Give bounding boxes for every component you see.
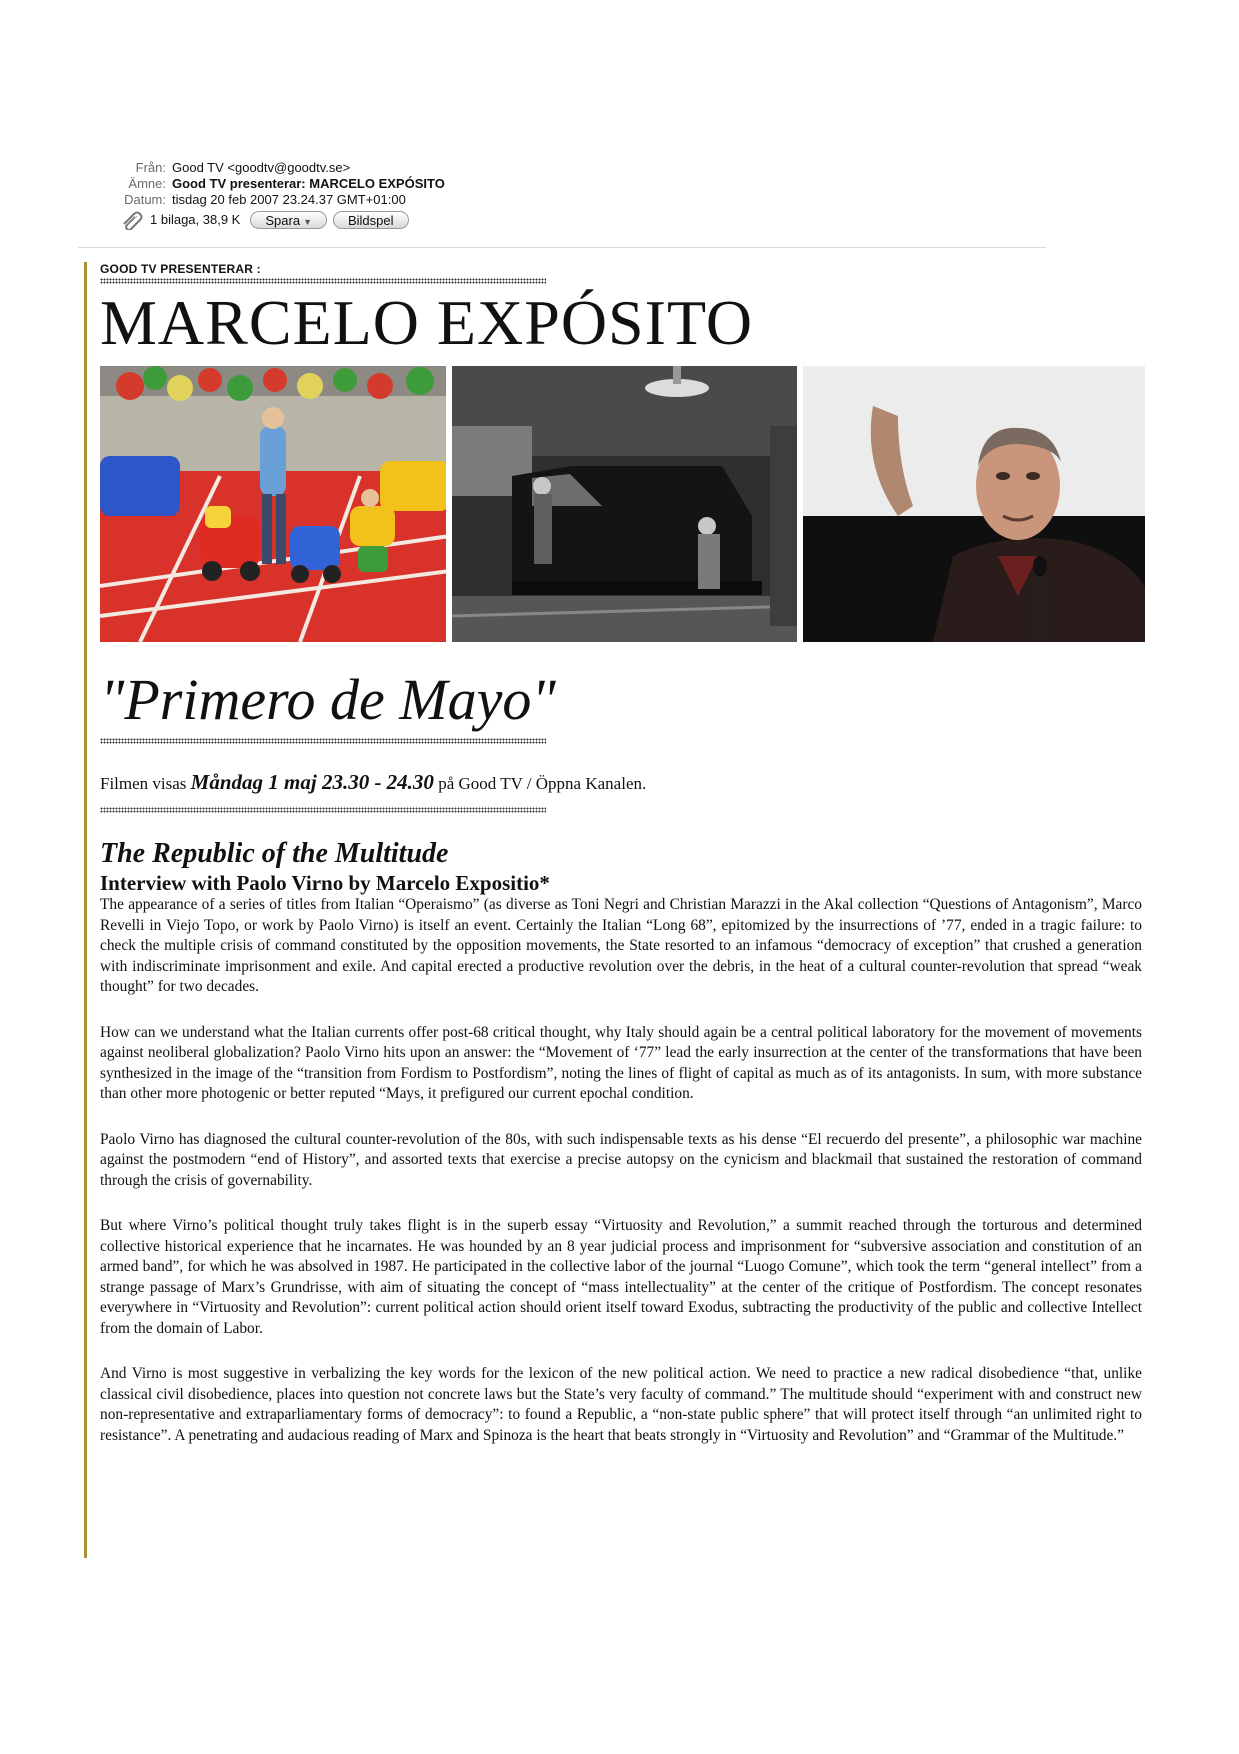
- photo-strip: [100, 366, 1145, 642]
- photo-speaker-image: [803, 366, 1145, 642]
- from-row: [80, 160, 1040, 176]
- chevron-down-icon: ▼: [303, 217, 312, 227]
- photo-playground[interactable]: [100, 366, 446, 642]
- dotted-divider: [100, 278, 546, 284]
- showing-time: Måndag 1 maj 23.30 - 24.30: [190, 770, 434, 794]
- subject-row: [80, 176, 1040, 192]
- date-row: [80, 192, 1040, 208]
- mail-header: [80, 160, 1040, 230]
- subject-value: Good TV presenterar: MARCELO EXPÓSITO: [172, 176, 445, 191]
- photo-factory[interactable]: [452, 366, 798, 642]
- from-label: Från:: [135, 160, 166, 175]
- from-value[interactable]: Good TV <goodtv@goodtv.se>: [172, 160, 351, 175]
- save-button[interactable]: [250, 211, 327, 229]
- photo-playground-image: [100, 366, 446, 642]
- showing-prefix: Filmen visas: [100, 774, 187, 793]
- showing-line: [100, 770, 1145, 795]
- subject-label: Ämne:: [128, 176, 166, 191]
- dotted-divider: [100, 807, 546, 813]
- slideshow-label: Bildspel: [347, 213, 394, 228]
- quote-bar: [84, 262, 87, 1558]
- film-title: "Primero de Mayo": [100, 667, 556, 732]
- showing-suffix: på Good TV / Öppna Kanalen.: [438, 774, 647, 793]
- date-value: tisdag 20 feb 2007 23.24.37 GMT+01:00: [172, 192, 406, 207]
- article-paragraph: The appearance of a series of titles from Italian “Operaismo” (as diverse as Toni Negri and Christian Marazzi in the Akal collection “Questions of Antagonism”, Marco Revelli in Viejo Topo, or work by Paolo Virno) is itself an event. Certainly the Italian “Long 68”, epitomized by the insurrections of ’77, ended in a tragic failure: to check the multiple crisis of command constituted by the opposition movements, the State resorted to an infamous “democracy of exception” that crushed a generation with indiscriminate imprisonment and exile. And capital erected a productive revolution over the debris, in the heat of a cultural counter-revolution that spread “weak thought” for two decades.: [100, 896, 1142, 995]
- article-paragraph: How can we understand what the Italian currents offer post-68 critical thought, why Italy should again be a central political laboratory for the movement of movements against neoliberal globalization? Paolo Virno hits upon an answer: the “Movement of ‘77” lead the early insurrection at the center of the transformations that have been synthesized in the image of the “transition from Fordism to Postfordism”, noting the lines of flight of capital as much as of its antagonists. In sum, with more substance than other more photogenic or better reputed “Mays, it prefigured our current epochal condition.: [100, 1023, 1142, 1102]
- article-subtitle: Interview with Paolo Virno by Marcelo Expositio*: [100, 871, 550, 895]
- paperclip-icon: [120, 210, 146, 230]
- presents-heading: GOOD TV PRESENTERAR :: [100, 262, 261, 276]
- photo-speaker[interactable]: [803, 366, 1145, 642]
- dotted-divider: [100, 738, 546, 744]
- header-divider: [78, 247, 1046, 248]
- article-paragraph: And Virno is most suggestive in verbalizing the key words for the lexicon of the new political action. We need to practice a new radical disobedience “that, unlike classical civil disobedience, places into question not concrete laws but the State’s very faculty of command.” The multitude should “experiment with and construct new non-representative and extraparliamentary forms of democracy”: to found a Republic, a “non-state public sphere” that will protect itself through “an unlimited right to resistance”. A penetrating and audacious reading of Marx and Spinoza is the heart that beats strongly in “Virtuosity and Revolution” and “Grammar of the Multitude.”: [100, 1365, 1142, 1444]
- attachment-info: 1 bilaga, 38,9 K: [150, 212, 241, 227]
- slideshow-button[interactable]: [333, 211, 409, 229]
- article-paragraph: But where Virno’s political thought truly takes flight is in the superb essay “Virtuosity and Revolution,” a summit reached through the torturous and determined collective historical experience that he incarnates. He was hounded by an 8 year judicial process and imprisonment for “subversive association and constitution of an armed band”, for which he was absolved in 1987. He participated in the collective labor of the journal “Luogo Comune”, which took the term “general intellect” from a strange passage of Marx’s Grundrisse, with aim of situating the concept of “mass intellectuality” at the center of the critique of Postfordism. The concept resonates everywhere in “Virtuosity and Revolution”: current political action should orient itself toward Exodus, subtracting the productivity of the public and collective Intellect from the domain of Labor.: [100, 1217, 1142, 1337]
- article-paragraph: Paolo Virno has diagnosed the cultural counter-revolution of the 80s, with such indispensable texts as his dense “El recuerdo del presente”, a philosophic war machine against the postmodern “end of History”, and assorted texts that exercise a precise autopsy on the cynicism and blackmail that sustained the restoration of command through the crisis of governability.: [100, 1130, 1142, 1189]
- attachment-row: [120, 210, 1040, 230]
- article-title: The Republic of the Multitude: [100, 838, 449, 869]
- message-body: [100, 262, 1145, 1471]
- photo-factory-image: [452, 366, 798, 642]
- save-label: Spara: [265, 213, 301, 228]
- date-label: Datum:: [124, 192, 166, 207]
- page-title: MARCELO EXPÓSITO: [100, 287, 754, 358]
